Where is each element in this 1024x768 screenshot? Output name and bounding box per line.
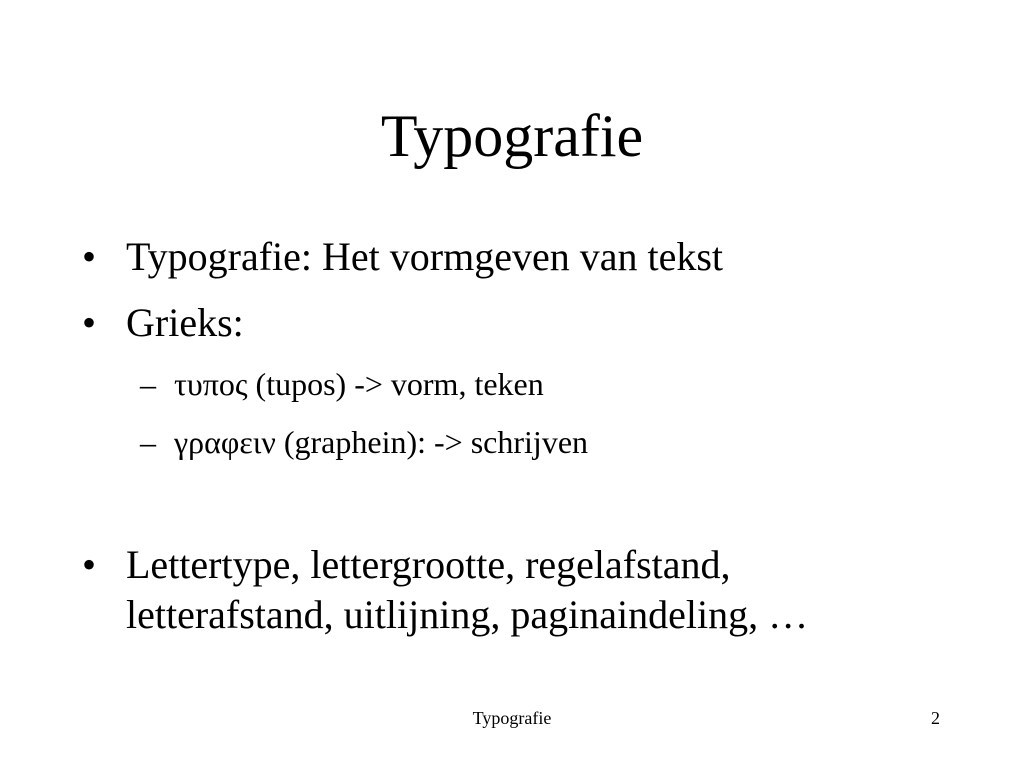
page-number: 2 — [931, 708, 940, 728]
bullet-item — [82, 298, 902, 348]
bullet-item — [82, 232, 902, 282]
footer-title: Typografie — [472, 708, 552, 728]
sub-bullet-text: γραφειν (graphein): -> schrijven — [174, 424, 589, 460]
sub-bullet-item — [140, 422, 900, 462]
slide-title: Typografie — [380, 103, 644, 169]
bullet-marker: • — [82, 300, 97, 345]
bullet-text: Lettertype, lettergrootte, regelafstand, letterafstand, uitlijning, paginaindeling, … — [126, 542, 809, 637]
sub-bullet-item — [140, 364, 900, 404]
sub-bullet-text: τυπος (tupos) -> vorm, teken — [174, 366, 544, 402]
bullet-text: Grieks: — [126, 300, 244, 345]
bullet-marker: • — [82, 234, 97, 279]
bullet-text: Typografie: Het vormgeven van tekst — [126, 234, 724, 279]
sub-bullet-marker: – — [140, 424, 156, 460]
sub-bullet-marker: – — [140, 366, 156, 402]
bullet-marker: • — [82, 542, 97, 587]
bullet-item — [82, 540, 902, 640]
